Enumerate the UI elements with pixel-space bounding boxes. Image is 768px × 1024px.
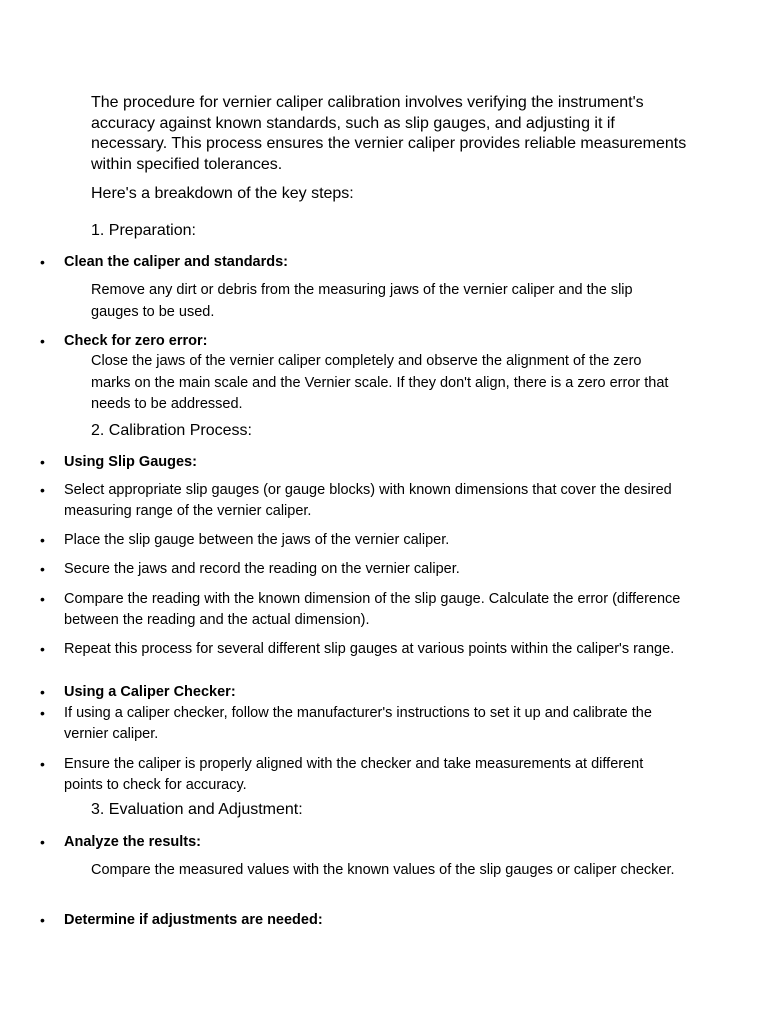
bullet-icon: • bbox=[40, 591, 45, 607]
bullet-icon: • bbox=[40, 482, 45, 498]
analyze-results-title: Analyze the results: bbox=[64, 834, 201, 850]
slip-gauges-title: Using Slip Gauges: bbox=[64, 454, 197, 470]
section-3-heading: 3. Evaluation and Adjustment: bbox=[91, 801, 303, 818]
bullet-icon: • bbox=[40, 684, 45, 700]
slip-gauge-step: Compare the reading with the known dimension of the slip gauge. Calculate the error (difference between the reading and the actual dimension). bbox=[64, 591, 681, 628]
zero-error-title: Check for zero error: bbox=[64, 333, 208, 349]
intro-paragraph: The procedure for vernier caliper calibration involves verifying the instrument's accuracy against known standards, such as slip gauges, and adjusting it if necessary. This process ensures the vernier caliper provides reliable measurements within specified tolerances. bbox=[91, 94, 687, 173]
bullet-icon: • bbox=[40, 834, 45, 850]
section-2-heading: 2. Calibration Process: bbox=[91, 422, 252, 439]
clean-caliper-title: Clean the caliper and standards: bbox=[64, 254, 289, 270]
slip-gauge-step: Place the slip gauge between the jaws of the vernier caliper. bbox=[64, 532, 450, 548]
bullet-icon: • bbox=[40, 641, 45, 657]
zero-error-desc: Close the jaws of the vernier caliper completely and observe the alignment of the zero marks on the main scale and the Vernier scale. If they don't align, there is a zero error that needs to be addressed. bbox=[91, 353, 669, 412]
bullet-icon: • bbox=[40, 254, 45, 270]
caliper-checker-step: Ensure the caliper is properly aligned with the checker and take measurements at different points to check for accuracy. bbox=[64, 756, 644, 793]
breakdown-line: Here's a breakdown of the key steps: bbox=[91, 185, 354, 202]
bullet-icon: • bbox=[40, 454, 45, 470]
section-1-heading: 1. Preparation: bbox=[91, 222, 196, 239]
bullet-icon: • bbox=[40, 912, 45, 928]
bullet-icon: • bbox=[40, 756, 45, 772]
bullet-icon: • bbox=[40, 333, 45, 349]
caliper-checker-title: Using a Caliper Checker: bbox=[64, 684, 236, 700]
caliper-checker-step: If using a caliper checker, follow the manufacturer's instructions to set it up and calibrate the vernier caliper. bbox=[64, 705, 652, 742]
adjustments-title: Determine if adjustments are needed: bbox=[64, 912, 323, 928]
slip-gauge-step: Select appropriate slip gauges (or gauge blocks) with known dimensions that cover the desired measuring range of the vernier caliper. bbox=[64, 482, 672, 519]
bullet-icon: • bbox=[40, 561, 45, 577]
clean-caliper-desc: Remove any dirt or debris from the measuring jaws of the vernier caliper and the slip gauges to be used. bbox=[91, 282, 633, 320]
analyze-results-desc: Compare the measured values with the known values of the slip gauges or caliper checker. bbox=[91, 862, 675, 878]
bullet-icon: • bbox=[40, 532, 45, 548]
bullet-icon: • bbox=[40, 705, 45, 721]
slip-gauge-step: Secure the jaws and record the reading on the vernier caliper. bbox=[64, 561, 460, 577]
slip-gauge-step: Repeat this process for several different slip gauges at various points within the caliper's range. bbox=[64, 641, 675, 657]
